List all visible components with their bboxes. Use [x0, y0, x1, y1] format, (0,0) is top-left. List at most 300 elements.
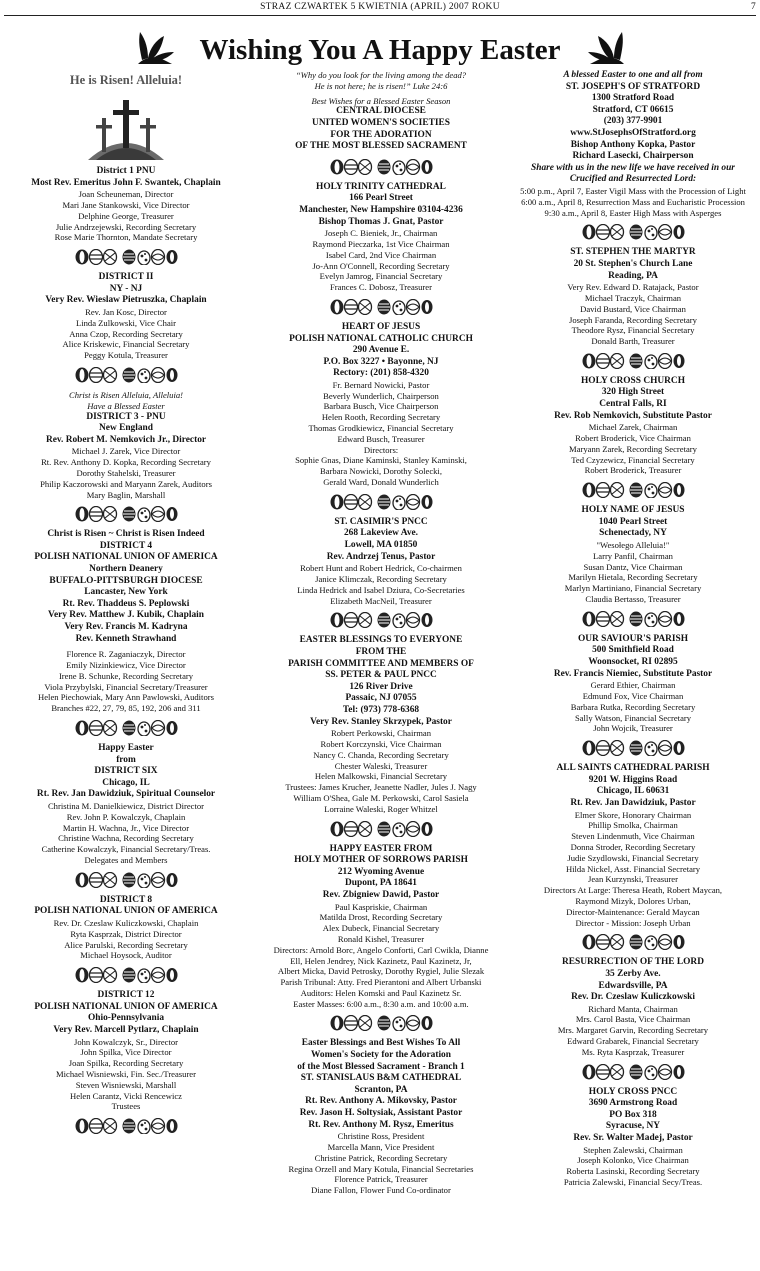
greeting-line: 20 St. Stephen's Church Lane: [573, 258, 693, 269]
greeting-line: Michael Zarek, Chairman: [588, 422, 678, 433]
greeting-line: Edmund Fox, Vice Chairman: [582, 690, 684, 701]
greeting-line: Ryta Kasprzak, District Director: [70, 928, 182, 939]
greeting-line: HOLY TRINITY CATHEDRAL: [316, 181, 446, 192]
greeting-line: “Why do you look for the living among the dead?: [295, 70, 467, 80]
easter-eggs-icon: [581, 740, 685, 756]
greeting-line: Irene B. Schunke, Recording Secretary: [58, 670, 194, 681]
greeting-line: ST. CASIMIR'S PNCC: [334, 516, 428, 527]
greeting-line: Central Falls, RI: [599, 399, 667, 410]
greeting-line: Paul Kaspriskie, Chairman: [334, 901, 428, 912]
greeting-block: [256, 96, 506, 153]
greeting-line: OUR SAVIOUR'S PARISH: [577, 633, 689, 644]
greeting-line: Elmer Skore, Honorary Chairman: [574, 809, 692, 820]
greeting-block: [2, 272, 250, 361]
greeting-line: Viola Przybylski, Financial Secretary/Treasurer: [44, 681, 208, 692]
greeting-line: Donna Stroder, Recording Secretary: [570, 841, 696, 852]
greeting-line: SS. PETER & PAUL PNCC: [325, 670, 437, 681]
greeting-line: Christ is Risen Alleluia, Alleluia!: [68, 389, 184, 400]
greeting-line: Barbara Busch, Vice Chairperson: [323, 401, 439, 412]
greeting-line: 320 High Street: [601, 387, 665, 398]
greeting-line: Passaic, NJ 07055: [345, 693, 417, 704]
greeting-line: Marlyn Martiniano, Financial Secretary: [564, 583, 702, 594]
greeting-line: Rev. Robert M. Nemkovich Jr., Director: [45, 434, 207, 445]
column-left: [2, 70, 250, 1141]
greeting-line: Barbara Rutka, Recording Secretary: [570, 701, 696, 712]
greeting-block: [2, 743, 250, 866]
easter-eggs-icon: [74, 720, 178, 736]
greeting-line: Robert Broderick, Vice Chairman: [575, 433, 691, 444]
easter-eggs-divider: [256, 299, 506, 315]
easter-eggs-divider: [508, 1064, 758, 1080]
greeting-line: Tel: (973) 778-6368: [342, 704, 420, 715]
greeting-block: [2, 895, 250, 961]
calvary-image: [2, 96, 250, 162]
greeting-line: Julie Andrzejewski, Recording Secretary: [55, 221, 197, 232]
greeting-line: Larry Panfil, Chairman: [593, 550, 673, 561]
greeting-line: Rev. Andrzej Tenus, Pastor: [326, 551, 436, 562]
greeting-line: (203) 377-9901: [603, 116, 663, 127]
greeting-line: Judie Szydlowski, Financial Secretary: [567, 852, 699, 863]
greeting-line: DISTRICT II: [98, 272, 154, 283]
greeting-line: Rt. Rev. Anthony M. Rysz, Emeritus: [308, 1119, 454, 1130]
greeting-block: [508, 70, 758, 218]
greeting-line: Rectory: (201) 858-4320: [333, 368, 429, 379]
greeting-line: HOLY CROSS CHURCH: [580, 375, 685, 386]
greeting-line: Christina M. Danielkiewicz, District Director: [47, 800, 205, 811]
greeting-line: 166 Pearl Street: [349, 193, 413, 204]
greeting-line: Gerard Ethier, Chairman: [590, 680, 676, 691]
easter-eggs-divider: [508, 482, 758, 498]
greeting-block: [256, 322, 506, 488]
easter-eggs-icon: [581, 482, 685, 498]
greeting-line: Joseph Faranda, Recording Secretary: [569, 314, 697, 325]
easter-eggs-divider: [508, 611, 758, 627]
greeting-line: Alice Parulski, Recording Secretary: [64, 939, 188, 950]
greeting-line: Rev. Sr. Walter Madej, Pastor: [573, 1133, 693, 1144]
greeting-line: 35 Zerby Ave.: [605, 968, 661, 979]
greeting-line: Mary Baglin, Marshall: [86, 489, 166, 500]
greeting-line: Reading, PA: [608, 270, 658, 281]
greeting-block: [256, 635, 506, 814]
greeting-line: 9:30 a.m., April 8, Easter High Mass with Asperges: [544, 207, 722, 218]
greeting-block: [2, 529, 250, 645]
greeting-line: NY - NJ: [109, 283, 143, 294]
column-center: [256, 70, 506, 1200]
greeting-line: Auditors: Helen Komski and Paul Kazinetz Sr.: [300, 987, 462, 998]
greeting-line: Have a Blessed Easter: [87, 400, 165, 411]
easter-eggs-icon: [74, 872, 178, 888]
greeting-line: Robert Broderick, Treasurer: [584, 465, 682, 476]
greeting-line: Mrs. Margaret Garvin, Recording Secretary: [557, 1025, 709, 1036]
greeting-line: Delegates and Members: [84, 854, 168, 865]
banner-title: Wishing You A Happy Easter: [199, 34, 561, 66]
easter-eggs-divider: [508, 224, 758, 240]
easter-eggs-icon: [74, 967, 178, 983]
easter-eggs-icon: [74, 249, 178, 265]
greeting-line: Susan Dantz, Vice Chairman: [583, 561, 683, 572]
greeting-block: [508, 376, 758, 476]
greeting-line: Rev. Dr. Czeslaw Kuliczkowski, Chaplain: [53, 917, 199, 928]
greeting-line: Chicago, IL 60631: [596, 786, 670, 797]
greeting-line: Delphine George, Treasurer: [78, 210, 174, 221]
greeting-line: William O'Shea, Gale M. Perkowski, Carol Sasiela: [293, 792, 469, 803]
easter-eggs-icon: [74, 1118, 178, 1134]
greeting-line: Diane Fallon, Flower Fund Co-ordinator: [311, 1185, 451, 1196]
greeting-line: Phillip Smolka, Chairman: [588, 820, 678, 831]
greeting-line: 6:00 a.m., April 8, Resurrection Mass and Eucharistic Procession: [521, 196, 745, 207]
greeting-line: Albert Micka, David Petrosky, Dorothy Rygiel, Julie Slezak: [277, 966, 485, 977]
greeting-line: Linda Hedrick and Isabel Dziura, Co-Secretaries: [297, 584, 465, 595]
greeting-line: Michael Traczyk, Chairman: [584, 292, 682, 303]
greeting-line: Very Rev. Edward D. Ratajack, Pastor: [567, 282, 699, 293]
greeting-line: Peggy Kotula, Treasurer: [84, 350, 168, 361]
greeting-line: Very Rev. Wieslaw Pietruszka, Chaplain: [45, 295, 207, 306]
greeting-line: Linda Zulkowski, Vice Chair: [75, 317, 177, 328]
greeting-line: Dorothy Stahelski, Treasurer: [76, 467, 176, 478]
easter-eggs-icon: [329, 494, 433, 510]
greeting-block: [256, 70, 506, 92]
greeting-line: Christine Ross, President: [337, 1131, 425, 1142]
greeting-line: Joseph Kolonko, Vice Chairman: [577, 1155, 689, 1166]
greeting-line: Stephen Zalewski, Chairman: [583, 1144, 683, 1155]
greeting-line: BUFFALO-PITTSBURGH DIOCESE: [49, 575, 203, 586]
greeting-line: Crucified and Resurrected Lord:: [569, 174, 697, 185]
greeting-line: Janice Klimczak, Recording Secretary: [315, 574, 447, 585]
greeting-line: Jean Kurzynski, Treasurer: [588, 874, 678, 885]
greeting-line: Beverly Wunderlich, Chairperson: [323, 390, 439, 401]
greeting-line: EASTER BLESSINGS TO EVERYONE: [299, 635, 463, 646]
greeting-line: Rt. Rev. Anthony D. Kopka, Recording Secretary: [41, 457, 211, 468]
greeting-line: Bishop Anthony Kopka, Pastor: [570, 139, 696, 150]
greeting-line: David Bustard, Vice Chairman: [580, 303, 686, 314]
greeting-line: Women's Society for the Adoration: [311, 1050, 451, 1061]
greeting-line: Evelyn Jamrog, Financial Secretary: [319, 271, 443, 282]
greeting-line: Michael Hoysock, Auditor: [80, 950, 172, 961]
greeting-line: HOLY MOTHER OF SORROWS PARISH: [294, 855, 468, 866]
greeting-line: ST. STANISLAUS B&M CATHEDRAL: [300, 1073, 462, 1084]
greeting-block: [256, 182, 506, 293]
greeting-line: Hilda Nickel, Asst. Financial Secretary: [565, 863, 701, 874]
greeting-line: Alex Dubeck, Financial Secretary: [322, 923, 440, 934]
greeting-line: Christine Patrick, Recording Secretary: [314, 1152, 448, 1163]
greeting-line: FROM THE: [355, 647, 407, 658]
greeting-line: Gerald Ward, Donald Wunderlich: [323, 477, 439, 488]
greeting-line: Catherine Kowalczyk, Financial Secretary/Treas.: [41, 844, 211, 855]
greeting-line: DISTRICT 3 - PNU: [86, 411, 166, 422]
greeting-line: Lorraine Waleski, Roger Whitzel: [324, 803, 438, 814]
greeting-line: "Wesołego Alleluia!": [596, 540, 670, 551]
greeting-line: Rose Marie Thornton, Mandate Secretary: [54, 232, 198, 243]
greeting-line: John Spilka, Vice Director: [80, 1047, 172, 1058]
greeting-line: Regina Orzell and Mary Kotula, Financial Secretaries: [288, 1163, 474, 1174]
greeting-line: Ms. Ryta Kasprzak, Treasurer: [581, 1046, 685, 1057]
greeting-line: Rt. Rev. Thaddeus S. Peplowski: [62, 598, 190, 609]
easter-eggs-icon: [581, 934, 685, 950]
easter-eggs-icon: [329, 612, 433, 628]
greeting-line: DISTRICT 8: [99, 894, 153, 905]
greeting-line: Roberta Lasinski, Recording Secretary: [566, 1166, 700, 1177]
greeting-line: 1300 Stratford Road: [591, 93, 675, 104]
greeting-block: [2, 990, 250, 1112]
greeting-line: ST. STEPHEN THE MARTYR: [570, 247, 696, 258]
greeting-line: Anna Czop, Recording Secretary: [69, 328, 183, 339]
easter-eggs-icon: [581, 611, 685, 627]
greeting-line: Syracuse, NY: [605, 1121, 661, 1132]
greeting-line: Northern Deanery: [89, 564, 163, 575]
greeting-line: Christine Wachna, Recording Secretary: [58, 833, 194, 844]
greeting-line: Fr. Bernard Nowicki, Pastor: [332, 379, 430, 390]
greeting-line: Schenectady, NY: [599, 528, 667, 539]
easter-eggs-divider: [256, 159, 506, 175]
greeting-line: Ronald Kishel, Treasurer: [337, 933, 425, 944]
greeting-line: Lancaster, New York: [84, 587, 168, 598]
greeting-line: Manchester, New Hampshire 03104-4236: [299, 204, 463, 215]
greeting-block: [2, 70, 250, 90]
easter-eggs-divider: [508, 740, 758, 756]
greeting-line: Christ is Risen ~ Christ is Risen Indeed: [47, 529, 205, 540]
easter-eggs-divider: [256, 612, 506, 628]
greeting-line: Dupont, PA 18641: [345, 878, 417, 889]
greeting-block: [508, 763, 758, 928]
greeting-line: Best Wishes for a Blessed Easter Season: [311, 95, 451, 106]
greeting-line: New England: [99, 423, 153, 434]
greeting-line: DISTRICT SIX: [94, 766, 158, 777]
greeting-line: OF THE MOST BLESSED SACRAMENT: [295, 141, 467, 152]
greeting-line: HOLY CROSS PNCC: [588, 1086, 678, 1097]
greeting-line: Rev. Zbigniew Dawid, Pastor: [322, 889, 440, 900]
easter-eggs-icon: [74, 506, 178, 522]
easter-eggs-divider: [2, 249, 250, 265]
easter-eggs-icon: [74, 367, 178, 383]
easter-eggs-divider: [2, 720, 250, 736]
greeting-line: Marcella Mann, Vice President: [327, 1142, 435, 1153]
greeting-line: Very Rev. Matthew J. Kubik, Chaplain: [48, 610, 204, 621]
easter-eggs-divider: [2, 367, 250, 383]
greeting-line: 3690 Armstrong Road: [588, 1098, 678, 1109]
greeting-line: 126 River Drive: [349, 681, 413, 692]
greeting-line: John Wojcik, Treasurer: [593, 723, 673, 734]
greeting-line: Maryann Zarek, Recording Secretary: [569, 443, 697, 454]
greeting-block: [2, 390, 250, 500]
greeting-line: Jo-Ann O'Connell, Recording Secretary: [312, 260, 450, 271]
greeting-line: Theodore Rysz, Financial Secretary: [571, 325, 695, 336]
greeting-line: Rt. Rev. Jan Dawidziuk, Pastor: [570, 797, 696, 808]
greeting-line: FOR THE ADORATION: [330, 129, 432, 140]
greeting-line: Marilyn Hietala, Recording Secretary: [568, 572, 698, 583]
greeting-line: Martin H. Wachna, Jr., Vice Director: [62, 822, 190, 833]
greeting-line: Joseph C. Bieniek, Jr., Chairman: [324, 228, 438, 239]
greeting-line: Rev. Jason H. Soltysiak, Assistant Pastor: [299, 1108, 463, 1119]
greeting-line: 1040 Pearl Street: [598, 516, 668, 527]
greeting-line: Helen Malkowski, Financial Secretary: [314, 771, 448, 782]
greeting-line: Parish Tribunal: Atty. Fred Pierantoni and Albert Urbanski: [280, 977, 482, 988]
greeting-line: Very Rev. Marcell Pytlarz, Chaplain: [53, 1024, 199, 1035]
greeting-line: Happy Easter: [98, 743, 154, 754]
lily-icon: [586, 28, 628, 68]
greeting-line: 212 Wyoming Avenue: [337, 866, 425, 877]
greeting-line: Richard Lasecki, Chairperson: [572, 151, 694, 162]
greeting-line: Directors: Arnold Borc, Angelo Conforti, Carl Cwikla, Dianne: [273, 944, 489, 955]
greeting-line: POLISH NATIONAL UNION OF AMERICA: [34, 906, 218, 917]
greeting-line: Rev. Rob Nemkovich, Substitute Pastor: [554, 410, 712, 421]
greeting-line: Sophie Gnas, Diane Kaminski, Stanley Kaminski,: [295, 455, 467, 466]
greeting-line: HAPPY EASTER FROM: [329, 843, 433, 854]
greeting-line: Patricia Zalewski, Financial Secy/Treas.: [563, 1177, 703, 1188]
header-rule: [4, 15, 756, 16]
greeting-line: Steven Lindenmuth, Vice Chairman: [571, 831, 695, 842]
greeting-block: [508, 957, 758, 1057]
greeting-line: ST. JOSEPH'S OF STRATFORD: [565, 81, 701, 92]
running-head: [0, 2, 760, 16]
greeting-line: Stratford, CT 06615: [592, 104, 674, 115]
greeting-line: from: [116, 754, 136, 765]
greeting-line: Barbara Nowicki, Dorothy Solecki,: [320, 466, 442, 477]
greeting-line: Helen Rooth, Recording Secretary: [321, 412, 441, 423]
greeting-line: Chicago, IL: [102, 777, 150, 788]
greeting-line: Rev. Kenneth Strawhand: [75, 633, 177, 644]
greeting-line: Florence R. Zaganiaczyk, Director: [66, 649, 186, 660]
greeting-line: Trustees: [111, 1101, 141, 1112]
greeting-line: Rev. Dr. Czeslaw Kuliczkowski: [571, 992, 695, 1003]
greeting-line: Robert Korczynski, Vice Chairman: [320, 738, 442, 749]
greeting-line: Raymond Pieczarka, 1st Vice Chairman: [312, 238, 450, 249]
greeting-line: Emily Nizinkiewicz, Vice Director: [66, 660, 186, 671]
greeting-line: Helen Piechowiak, Mary Ann Pawlowski, Auditors: [38, 692, 214, 703]
easter-eggs-icon: [329, 159, 433, 175]
greeting-line: Director - Mission: Joseph Urban: [575, 917, 691, 928]
easter-eggs-divider: [2, 506, 250, 522]
greeting-line: DISTRICT 12: [97, 990, 155, 1001]
greeting-line: ALL SAINTS CATHEDRAL PARISH: [556, 763, 710, 774]
greeting-line: Florence Patrick, Treasurer: [334, 1174, 428, 1185]
easter-eggs-divider: [2, 1118, 250, 1134]
greeting-line: POLISH NATIONAL UNION OF AMERICA: [34, 552, 218, 563]
easter-eggs-divider: [256, 1015, 506, 1031]
greeting-line: Steven Wisniewski, Marshall: [75, 1079, 177, 1090]
greeting-line: Isabel Card, 2nd Vice Chairman: [325, 249, 437, 260]
greeting-line: Edward Grabarek, Financial Secretary: [567, 1036, 699, 1047]
greeting-line: PARISH COMMITTEE AND MEMBERS OF: [288, 658, 474, 669]
easter-eggs-icon: [329, 299, 433, 315]
greeting-line: Rt. Rev. Jan Dawidziuk, Spiritual Counselor: [36, 789, 216, 800]
greeting-line: Ell, Helen Jendrey, Nick Kazinetz, Paul Kazinetz, Jr,: [290, 955, 472, 966]
greeting-line: 500 Smithfield Road: [592, 645, 674, 656]
greeting-line: 5:00 p.m., April 7, Easter Vigil Mass with the Procession of Light: [520, 185, 746, 196]
greeting-line: UNITED WOMEN'S SOCIETIES: [312, 117, 450, 128]
greeting-line: 290 Avenue E.: [352, 345, 410, 356]
greeting-line: Share with us in the new life we have received in our: [531, 162, 735, 173]
greeting-block: [508, 634, 758, 734]
greeting-line: RESURRECTION OF THE LORD: [562, 957, 704, 968]
easter-eggs-divider: [2, 872, 250, 888]
greeting-line: Frances C. Dobosz, Treasurer: [330, 282, 432, 293]
greeting-line: Claudia Bertasso, Treasurer: [585, 594, 681, 605]
greeting-line: Raymond Mizyk, Dolores Urban,: [575, 895, 691, 906]
greeting-line: Very Rev. Stanley Skrzypek, Pastor: [310, 716, 452, 727]
greeting-line: A blessed Easter to one and all from: [563, 70, 703, 80]
greeting-line: Lowell, MA 01850: [344, 540, 418, 551]
greeting-line: Bishop Thomas J. Gnat, Pastor: [318, 216, 444, 227]
greeting-line: DISTRICT 4: [99, 540, 153, 551]
greeting-line: Sally Watson, Financial Secretary: [574, 712, 692, 723]
greeting-block: [2, 649, 250, 714]
greeting-line: Easter Masses: 6:00 a.m., 8:30 a.m. and 10:00 a.m.: [293, 998, 469, 1009]
greeting-line: 268 Lakeview Ave.: [343, 528, 419, 539]
greeting-line: Joan Scheuneman, Director: [78, 189, 174, 200]
greeting-block: [2, 166, 250, 243]
greeting-line: Director-Maintenance: Gerald Maycan: [566, 906, 700, 917]
greeting-line: Rev. John P. Kowalczyk, Chaplain: [66, 811, 186, 822]
greeting-line: Branches #22, 27, 79, 85, 192, 206 and 311: [51, 703, 201, 714]
easter-eggs-divider: [508, 934, 758, 950]
greeting-block: [256, 1038, 506, 1196]
greeting-line: P.O. Box 3227 • Bayonne, NJ: [323, 356, 439, 367]
greeting-line: He is not here; he is risen!” Luke 24:6: [314, 80, 448, 91]
calvary-crosses-icon: [88, 96, 164, 160]
easter-eggs-divider: [508, 353, 758, 369]
greeting-line: Ted Czyzewicz, Financial Secretary: [571, 454, 695, 465]
greeting-line: Directors At Large: Theresa Heath, Robert Maycan,: [543, 885, 723, 896]
greeting-block: [508, 505, 758, 605]
greeting-line: Mari Jane Stankowski, Vice Director: [62, 199, 190, 210]
greeting-line: Philip Kaczorowski and Maryann Zarek, Auditors: [40, 478, 212, 489]
greeting-line: Edward Busch, Treasurer: [337, 433, 425, 444]
greeting-line: POLISH NATIONAL UNION OF AMERICA: [34, 1001, 218, 1012]
greeting-line: 9201 W. Higgins Road: [588, 774, 678, 785]
greeting-line: Michael Wisniewski, Fin. Sec./Treasurer: [55, 1068, 196, 1079]
easter-eggs-icon: [329, 1015, 433, 1031]
greeting-line: Helen Carantz, Vicki Rencewicz: [70, 1090, 182, 1101]
greeting-line: Edwardsville, PA: [598, 980, 668, 991]
column-right: [508, 70, 758, 1192]
easter-eggs-divider: [2, 967, 250, 983]
greeting-line: Richard Manta, Chairman: [588, 1003, 678, 1014]
greeting-block: [508, 247, 758, 347]
greeting-line: Robert Perkowski, Chairman: [330, 728, 431, 739]
greeting-line: Donald Barth, Treasurer: [591, 336, 675, 347]
easter-eggs-divider: [256, 821, 506, 837]
greeting-line: Thomas Grodkiewicz, Financial Secretary: [308, 423, 454, 434]
greeting-line: Nancy C. Chanda, Recording Secretary: [313, 749, 449, 760]
greeting-line: Rt. Rev. Anthony A. Mikovsky, Pastor: [305, 1096, 457, 1107]
greeting-line: www.StJosephsOfStratford.org: [570, 127, 696, 138]
greeting-line: Alice Kriskewic, Financial Secretary: [62, 339, 190, 350]
easter-eggs-icon: [581, 353, 685, 369]
greeting-line: Directors:: [363, 444, 399, 455]
greeting-line: Most Rev. Emeritus John F. Swantek, Chaplain: [31, 177, 221, 188]
greeting-line: POLISH NATIONAL CATHOLIC CHURCH: [289, 333, 473, 344]
greeting-line: Elizabeth MacNeil, Treasurer: [330, 595, 432, 606]
page-number: 7: [750, 2, 756, 12]
greeting-line: PO Box 318: [609, 1109, 657, 1120]
greeting-line: of the Most Blessed Sacrament - Branch 1: [297, 1061, 465, 1072]
greeting-line: Mrs. Carol Basta, Vice Chairman: [575, 1014, 691, 1025]
greeting-block: [508, 1087, 758, 1188]
greeting-line: Robert Hunt and Robert Hedrick, Co-chairmen: [300, 563, 462, 574]
greeting-line: Trustees: James Krucher, Jeanette Nadler, Jules J. Nagy: [285, 782, 477, 793]
easter-eggs-icon: [329, 821, 433, 837]
greeting-line: Rev. Francis Niemiec, Substitute Pastor: [553, 668, 713, 679]
greeting-line: Woonsocket, RI 02895: [588, 657, 678, 667]
greeting-line: CENTRAL DIOCESE: [336, 106, 426, 117]
greeting-line: Easter Blessings and Best Wishes To All: [301, 1038, 461, 1049]
greeting-line: District 1 PNU: [96, 166, 156, 176]
easter-eggs-divider: [256, 494, 506, 510]
greeting-line: Scranton, PA: [354, 1084, 408, 1095]
greeting-line: HEART OF JESUS: [341, 321, 421, 332]
greeting-line: Chester Waleski, Treasurer: [334, 760, 428, 771]
greeting-line: Joan Spilka, Recording Secretary: [68, 1058, 184, 1069]
